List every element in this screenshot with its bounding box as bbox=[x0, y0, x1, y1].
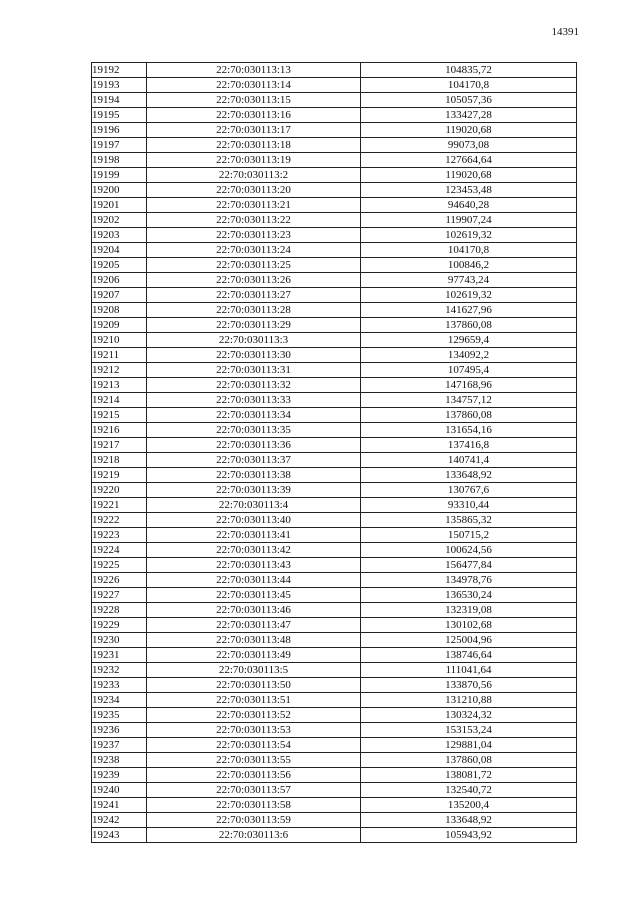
row-number-cell: 19197 bbox=[92, 138, 147, 153]
row-number-cell: 19198 bbox=[92, 153, 147, 168]
row-number-cell: 19230 bbox=[92, 633, 147, 648]
cadastral-value-cell: 93310,44 bbox=[361, 498, 577, 513]
row-number-cell: 19218 bbox=[92, 453, 147, 468]
cadastral-value-cell: 99073,08 bbox=[361, 138, 577, 153]
cadastral-number-cell: 22:70:030113:23 bbox=[147, 228, 361, 243]
cadastral-value-cell: 129881,04 bbox=[361, 738, 577, 753]
cadastral-value-cell: 138746,64 bbox=[361, 648, 577, 663]
cadastral-value-cell: 133870,56 bbox=[361, 678, 577, 693]
table-row bbox=[92, 78, 577, 93]
row-number-cell: 19214 bbox=[92, 393, 147, 408]
table-row bbox=[92, 708, 577, 723]
row-number-cell: 19222 bbox=[92, 513, 147, 528]
table-row bbox=[92, 798, 577, 813]
cadastral-number-cell: 22:70:030113:3 bbox=[147, 333, 361, 348]
cadastral-number-cell: 22:70:030113:29 bbox=[147, 318, 361, 333]
table-row bbox=[92, 393, 577, 408]
row-number-cell: 19242 bbox=[92, 813, 147, 828]
row-number-cell: 19235 bbox=[92, 708, 147, 723]
cadastral-number-cell: 22:70:030113:6 bbox=[147, 828, 361, 843]
cadastral-value-cell: 104835,72 bbox=[361, 63, 577, 78]
row-number-cell: 19208 bbox=[92, 303, 147, 318]
row-number-cell: 19201 bbox=[92, 198, 147, 213]
table-row bbox=[92, 603, 577, 618]
row-number-cell: 19225 bbox=[92, 558, 147, 573]
row-number-cell: 19229 bbox=[92, 618, 147, 633]
cadastral-number-cell: 22:70:030113:37 bbox=[147, 453, 361, 468]
cadastral-value-cell: 105057,36 bbox=[361, 93, 577, 108]
row-number-cell: 19232 bbox=[92, 663, 147, 678]
cadastral-number-cell: 22:70:030113:32 bbox=[147, 378, 361, 393]
cadastral-number-cell: 22:70:030113:51 bbox=[147, 693, 361, 708]
cadastral-number-cell: 22:70:030113:5 bbox=[147, 663, 361, 678]
cadastral-value-cell: 119020,68 bbox=[361, 123, 577, 138]
cadastral-value-cell: 119020,68 bbox=[361, 168, 577, 183]
row-number-cell: 19228 bbox=[92, 603, 147, 618]
row-number-cell: 19219 bbox=[92, 468, 147, 483]
cadastral-value-cell: 127664,64 bbox=[361, 153, 577, 168]
row-number-cell: 19193 bbox=[92, 78, 147, 93]
cadastral-value-cell: 100624,56 bbox=[361, 543, 577, 558]
cadastral-value-cell: 134092,2 bbox=[361, 348, 577, 363]
cadastral-number-cell: 22:70:030113:2 bbox=[147, 168, 361, 183]
cadastral-number-cell: 22:70:030113:20 bbox=[147, 183, 361, 198]
cadastral-number-cell: 22:70:030113:4 bbox=[147, 498, 361, 513]
cadastral-value-table bbox=[91, 62, 577, 843]
cadastral-number-cell: 22:70:030113:50 bbox=[147, 678, 361, 693]
row-number-cell: 19210 bbox=[92, 333, 147, 348]
cadastral-number-cell: 22:70:030113:26 bbox=[147, 273, 361, 288]
table-row bbox=[92, 108, 577, 123]
table-row bbox=[92, 618, 577, 633]
row-number-cell: 19241 bbox=[92, 798, 147, 813]
row-number-cell: 19194 bbox=[92, 93, 147, 108]
cadastral-value-cell: 111041,64 bbox=[361, 663, 577, 678]
table-row bbox=[92, 678, 577, 693]
cadastral-number-cell: 22:70:030113:52 bbox=[147, 708, 361, 723]
cadastral-value-cell: 137860,08 bbox=[361, 408, 577, 423]
row-number-cell: 19206 bbox=[92, 273, 147, 288]
cadastral-value-cell: 140741,4 bbox=[361, 453, 577, 468]
cadastral-value-cell: 137860,08 bbox=[361, 753, 577, 768]
table-row bbox=[92, 213, 577, 228]
cadastral-number-cell: 22:70:030113:58 bbox=[147, 798, 361, 813]
cadastral-number-cell: 22:70:030113:46 bbox=[147, 603, 361, 618]
row-number-cell: 19196 bbox=[92, 123, 147, 138]
cadastral-number-cell: 22:70:030113:27 bbox=[147, 288, 361, 303]
cadastral-number-cell: 22:70:030113:33 bbox=[147, 393, 361, 408]
cadastral-value-cell: 153153,24 bbox=[361, 723, 577, 738]
row-number-cell: 19211 bbox=[92, 348, 147, 363]
row-number-cell: 19227 bbox=[92, 588, 147, 603]
table-row bbox=[92, 333, 577, 348]
row-number-cell: 19215 bbox=[92, 408, 147, 423]
table-row bbox=[92, 63, 577, 78]
cadastral-value-cell: 131654,16 bbox=[361, 423, 577, 438]
table-row bbox=[92, 753, 577, 768]
table-row bbox=[92, 273, 577, 288]
row-number-cell: 19233 bbox=[92, 678, 147, 693]
cadastral-value-cell: 131210,88 bbox=[361, 693, 577, 708]
cadastral-value-cell: 102619,32 bbox=[361, 288, 577, 303]
row-number-cell: 19226 bbox=[92, 573, 147, 588]
row-number-cell: 19204 bbox=[92, 243, 147, 258]
table-row bbox=[92, 183, 577, 198]
cadastral-value-cell: 102619,32 bbox=[361, 228, 577, 243]
cadastral-number-cell: 22:70:030113:57 bbox=[147, 783, 361, 798]
table-row bbox=[92, 738, 577, 753]
cadastral-value-cell: 105943,92 bbox=[361, 828, 577, 843]
cadastral-number-cell: 22:70:030113:24 bbox=[147, 243, 361, 258]
cadastral-number-cell: 22:70:030113:30 bbox=[147, 348, 361, 363]
cadastral-value-cell: 94640,28 bbox=[361, 198, 577, 213]
cadastral-number-cell: 22:70:030113:53 bbox=[147, 723, 361, 738]
table-row bbox=[92, 348, 577, 363]
cadastral-number-cell: 22:70:030113:13 bbox=[147, 63, 361, 78]
table-row bbox=[92, 243, 577, 258]
row-number-cell: 19202 bbox=[92, 213, 147, 228]
cadastral-number-cell: 22:70:030113:55 bbox=[147, 753, 361, 768]
cadastral-value-cell: 133648,92 bbox=[361, 813, 577, 828]
table-row bbox=[92, 123, 577, 138]
row-number-cell: 19192 bbox=[92, 63, 147, 78]
row-number-cell: 19195 bbox=[92, 108, 147, 123]
cadastral-value-cell: 133427,28 bbox=[361, 108, 577, 123]
cadastral-value-cell: 134978,76 bbox=[361, 573, 577, 588]
cadastral-number-cell: 22:70:030113:42 bbox=[147, 543, 361, 558]
table-row bbox=[92, 543, 577, 558]
row-number-cell: 19199 bbox=[92, 168, 147, 183]
table-row bbox=[92, 303, 577, 318]
cadastral-value-cell: 135200,4 bbox=[361, 798, 577, 813]
cadastral-number-cell: 22:70:030113:14 bbox=[147, 78, 361, 93]
cadastral-number-cell: 22:70:030113:47 bbox=[147, 618, 361, 633]
row-number-cell: 19221 bbox=[92, 498, 147, 513]
table-row bbox=[92, 828, 577, 843]
cadastral-value-cell: 123453,48 bbox=[361, 183, 577, 198]
cadastral-number-cell: 22:70:030113:49 bbox=[147, 648, 361, 663]
table-row bbox=[92, 558, 577, 573]
cadastral-value-cell: 141627,96 bbox=[361, 303, 577, 318]
row-number-cell: 19203 bbox=[92, 228, 147, 243]
table-row bbox=[92, 378, 577, 393]
cadastral-value-cell: 104170,8 bbox=[361, 78, 577, 93]
cadastral-value-cell: 125004,96 bbox=[361, 633, 577, 648]
cadastral-value-cell: 130767,6 bbox=[361, 483, 577, 498]
cadastral-value-cell: 129659,4 bbox=[361, 333, 577, 348]
cadastral-value-cell: 137416,8 bbox=[361, 438, 577, 453]
cadastral-number-cell: 22:70:030113:34 bbox=[147, 408, 361, 423]
table-row bbox=[92, 663, 577, 678]
row-number-cell: 19240 bbox=[92, 783, 147, 798]
cadastral-value-cell: 130102,68 bbox=[361, 618, 577, 633]
cadastral-number-cell: 22:70:030113:35 bbox=[147, 423, 361, 438]
cadastral-value-cell: 156477,84 bbox=[361, 558, 577, 573]
table-row bbox=[92, 633, 577, 648]
cadastral-number-cell: 22:70:030113:17 bbox=[147, 123, 361, 138]
row-number-cell: 19231 bbox=[92, 648, 147, 663]
table-row bbox=[92, 408, 577, 423]
cadastral-number-cell: 22:70:030113:54 bbox=[147, 738, 361, 753]
row-number-cell: 19207 bbox=[92, 288, 147, 303]
table-row bbox=[92, 153, 577, 168]
cadastral-number-cell: 22:70:030113:22 bbox=[147, 213, 361, 228]
cadastral-value-cell: 132540,72 bbox=[361, 783, 577, 798]
cadastral-number-cell: 22:70:030113:44 bbox=[147, 573, 361, 588]
cadastral-number-cell: 22:70:030113:39 bbox=[147, 483, 361, 498]
cadastral-number-cell: 22:70:030113:25 bbox=[147, 258, 361, 273]
cadastral-value-cell: 119907,24 bbox=[361, 213, 577, 228]
cadastral-value-cell: 147168,96 bbox=[361, 378, 577, 393]
row-number-cell: 19237 bbox=[92, 738, 147, 753]
cadastral-value-cell: 100846,2 bbox=[361, 258, 577, 273]
cadastral-value-cell: 150715,2 bbox=[361, 528, 577, 543]
cadastral-number-cell: 22:70:030113:48 bbox=[147, 633, 361, 648]
table-row bbox=[92, 588, 577, 603]
table-row bbox=[92, 318, 577, 333]
cadastral-value-cell: 137860,08 bbox=[361, 318, 577, 333]
cadastral-value-cell: 135865,32 bbox=[361, 513, 577, 528]
cadastral-number-cell: 22:70:030113:28 bbox=[147, 303, 361, 318]
cadastral-number-cell: 22:70:030113:41 bbox=[147, 528, 361, 543]
table-row bbox=[92, 93, 577, 108]
cadastral-value-cell: 134757,12 bbox=[361, 393, 577, 408]
cadastral-number-cell: 22:70:030113:45 bbox=[147, 588, 361, 603]
cadastral-number-cell: 22:70:030113:16 bbox=[147, 108, 361, 123]
row-number-cell: 19239 bbox=[92, 768, 147, 783]
table-row bbox=[92, 138, 577, 153]
table-row bbox=[92, 468, 577, 483]
table-row bbox=[92, 528, 577, 543]
table-row bbox=[92, 258, 577, 273]
table-row bbox=[92, 783, 577, 798]
row-number-cell: 19236 bbox=[92, 723, 147, 738]
cadastral-value-cell: 130324,32 bbox=[361, 708, 577, 723]
row-number-cell: 19220 bbox=[92, 483, 147, 498]
cadastral-value-cell: 97743,24 bbox=[361, 273, 577, 288]
table-row bbox=[92, 498, 577, 513]
row-number-cell: 19223 bbox=[92, 528, 147, 543]
row-number-cell: 19205 bbox=[92, 258, 147, 273]
cadastral-value-cell: 133648,92 bbox=[361, 468, 577, 483]
table-row bbox=[92, 423, 577, 438]
row-number-cell: 19217 bbox=[92, 438, 147, 453]
row-number-cell: 19224 bbox=[92, 543, 147, 558]
table-row bbox=[92, 513, 577, 528]
cadastral-number-cell: 22:70:030113:56 bbox=[147, 768, 361, 783]
cadastral-value-cell: 136530,24 bbox=[361, 588, 577, 603]
table-row bbox=[92, 438, 577, 453]
table-row bbox=[92, 483, 577, 498]
table-row bbox=[92, 693, 577, 708]
cadastral-number-cell: 22:70:030113:40 bbox=[147, 513, 361, 528]
page-number: 14391 bbox=[551, 26, 579, 38]
table-row bbox=[92, 198, 577, 213]
table-row bbox=[92, 573, 577, 588]
row-number-cell: 19243 bbox=[92, 828, 147, 843]
table-row bbox=[92, 648, 577, 663]
cadastral-number-cell: 22:70:030113:38 bbox=[147, 468, 361, 483]
table-row bbox=[92, 168, 577, 183]
table-row bbox=[92, 768, 577, 783]
cadastral-number-cell: 22:70:030113:19 bbox=[147, 153, 361, 168]
table-row bbox=[92, 813, 577, 828]
cadastral-number-cell: 22:70:030113:18 bbox=[147, 138, 361, 153]
row-number-cell: 19200 bbox=[92, 183, 147, 198]
cadastral-number-cell: 22:70:030113:59 bbox=[147, 813, 361, 828]
table-row bbox=[92, 288, 577, 303]
table-row bbox=[92, 723, 577, 738]
row-number-cell: 19216 bbox=[92, 423, 147, 438]
cadastral-number-cell: 22:70:030113:15 bbox=[147, 93, 361, 108]
row-number-cell: 19213 bbox=[92, 378, 147, 393]
table-row bbox=[92, 453, 577, 468]
cadastral-value-cell: 138081,72 bbox=[361, 768, 577, 783]
table-row bbox=[92, 363, 577, 378]
table-body bbox=[92, 63, 577, 843]
row-number-cell: 19234 bbox=[92, 693, 147, 708]
row-number-cell: 19209 bbox=[92, 318, 147, 333]
cadastral-number-cell: 22:70:030113:21 bbox=[147, 198, 361, 213]
cadastral-number-cell: 22:70:030113:31 bbox=[147, 363, 361, 378]
cadastral-value-cell: 104170,8 bbox=[361, 243, 577, 258]
table-row bbox=[92, 228, 577, 243]
row-number-cell: 19238 bbox=[92, 753, 147, 768]
cadastral-number-cell: 22:70:030113:36 bbox=[147, 438, 361, 453]
cadastral-number-cell: 22:70:030113:43 bbox=[147, 558, 361, 573]
cadastral-value-cell: 132319,08 bbox=[361, 603, 577, 618]
row-number-cell: 19212 bbox=[92, 363, 147, 378]
cadastral-value-cell: 107495,4 bbox=[361, 363, 577, 378]
